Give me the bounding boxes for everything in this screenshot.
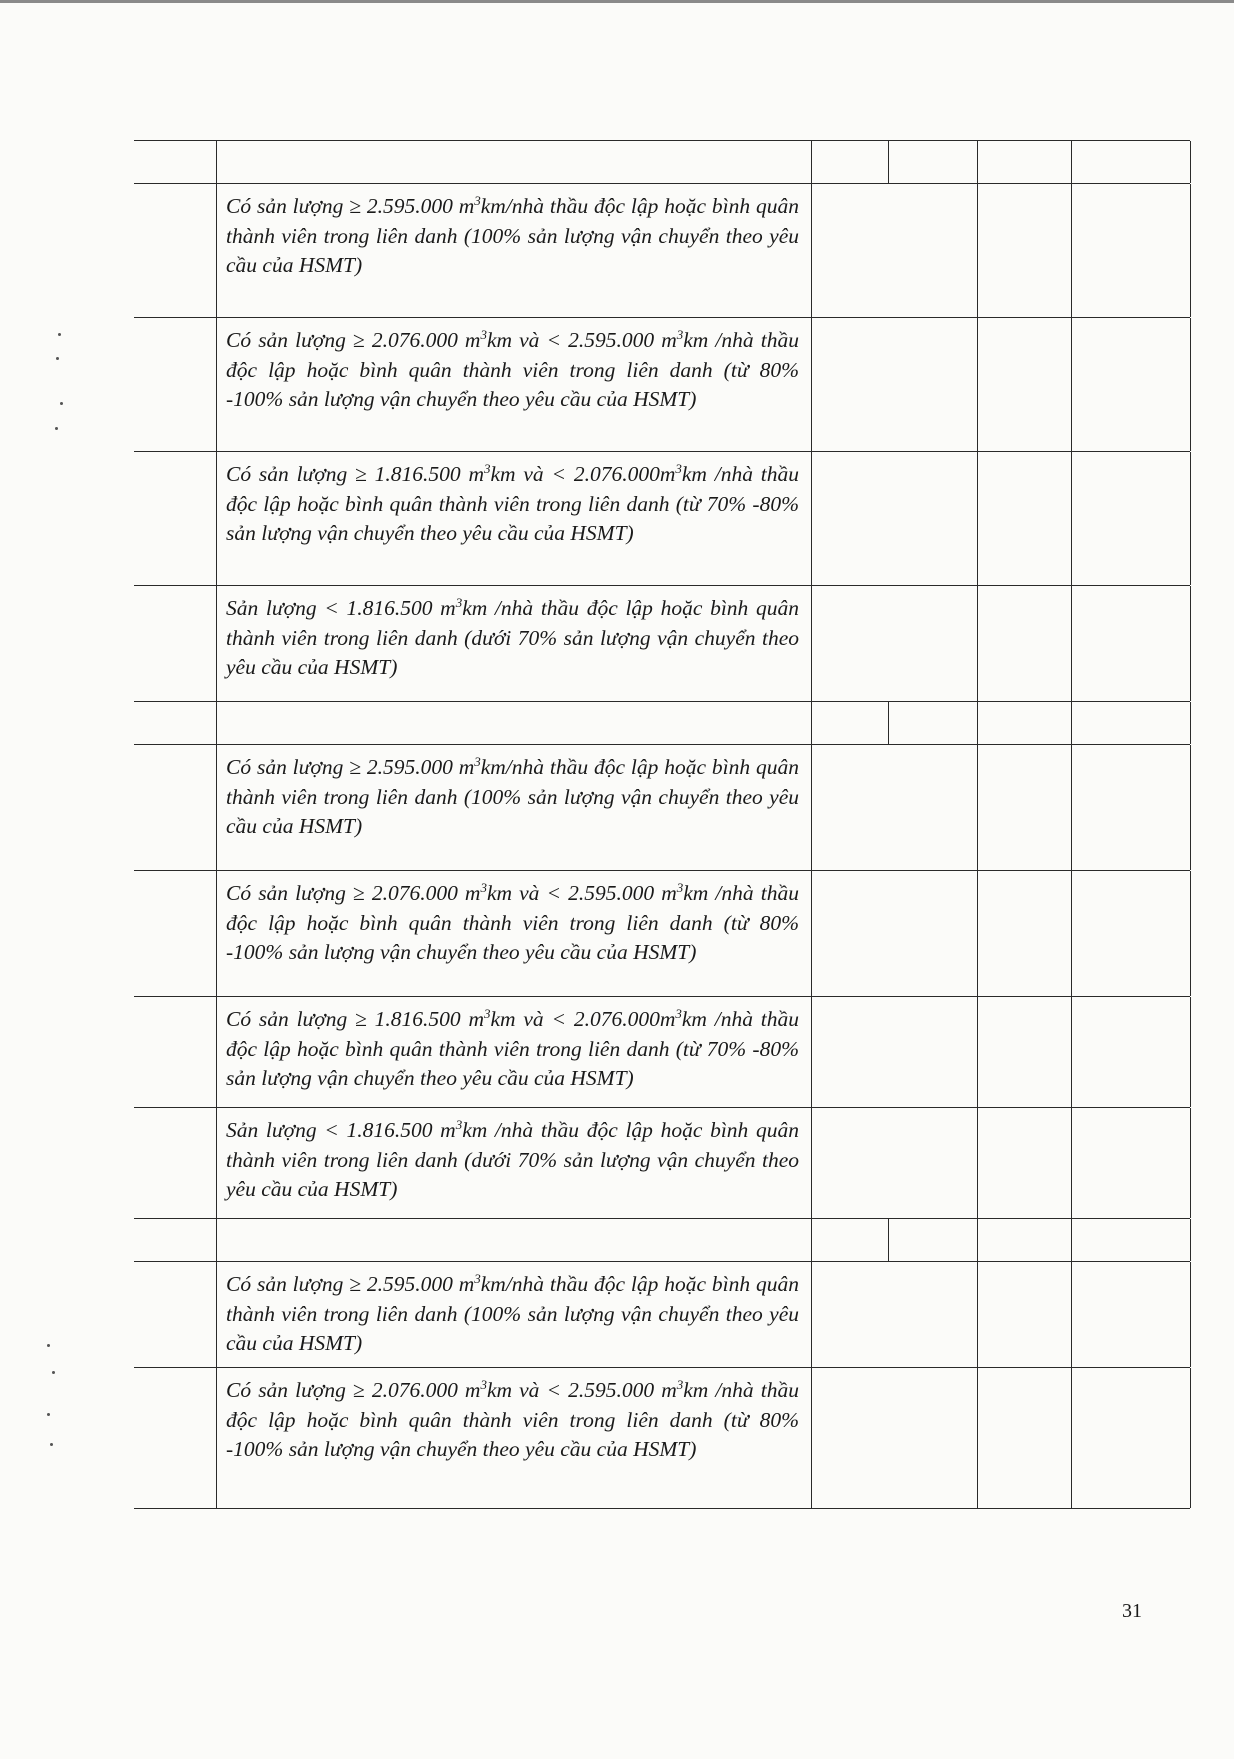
column-rule [1071,318,1072,451]
column-rule [977,1368,978,1508]
column-rule [811,1219,812,1261]
criterion-text [226,594,799,683]
superscript: 3 [480,879,487,895]
criterion-text-part: Có sản lượng ≥ 2.595.000 m [226,1272,475,1296]
column-rule [888,141,889,183]
scan-artifact [56,357,59,360]
criterion-text-part: km và < 2.076.000m [490,1007,676,1031]
criterion-text [226,753,799,842]
column-rule [216,318,217,451]
table-row-year [134,701,1190,744]
criterion-text [226,326,799,415]
column-rule [1190,997,1191,1107]
criterion-text-part: Có sản lượng ≥ 2.595.000 m [226,194,475,218]
criterion-text [226,1116,799,1205]
column-rule [216,1108,217,1218]
column-rule [216,871,217,996]
table-row-criterion [134,870,1190,996]
column-rule [811,318,812,451]
column-rule [811,745,812,870]
column-rule [1190,318,1191,451]
column-rule [977,184,978,317]
criterion-text [226,1376,799,1465]
table-row-criterion [134,1261,1190,1367]
column-rule [1071,141,1072,183]
column-rule [811,141,812,183]
superscript: 3 [484,1005,491,1021]
criterion-text-part: km /nhà thầu độc lập hoặc bình quân thành viên trong liên danh (dưới 70% sản lượng vận chuyển theo yêu cầu của HSMT) [226,596,799,679]
column-rule [1071,871,1072,996]
superscript: 3 [676,326,684,342]
column-rule [1190,586,1191,701]
column-rule [1190,871,1191,996]
criterion-text [226,1270,799,1359]
superscript: 3 [676,879,684,895]
criterion-text-part: km /nhà thầu độc lập hoặc bình quân thành viên trong liên danh (từ 80% -100% sản lượng vận chuyển theo yêu cầu của HSMT) [226,1378,799,1461]
column-rule [216,586,217,701]
criterion-text-part: km và < 2.595.000 m [486,1378,677,1402]
superscript: 3 [675,460,682,476]
superscript: 3 [676,1376,684,1392]
column-rule [977,871,978,996]
column-rule [977,452,978,585]
superscript: 3 [474,753,481,769]
column-rule [811,702,812,744]
superscript: 3 [474,1270,481,1286]
column-rule [977,586,978,701]
column-rule [811,452,812,585]
criterion-text-part: km/nhà thầu độc lập hoặc bình quân thành viên trong liên danh (100% sản lượng vận chuyển theo yêu cầu của HSMT) [226,1272,799,1355]
column-rule [977,745,978,870]
page-number: 31 [1122,1600,1142,1622]
scan-artifact [52,1371,55,1374]
column-rule [1190,1108,1191,1218]
column-rule [1190,745,1191,870]
column-rule [811,1108,812,1218]
column-rule [811,184,812,317]
column-rule [1071,452,1072,585]
criterion-text-part: km/nhà thầu độc lập hoặc bình quân thành viên trong liên danh (100% sản lượng vận chuyển theo yêu cầu của HSMT) [226,194,799,277]
column-rule [1190,1368,1191,1508]
scan-top-edge [0,0,1234,3]
scan-artifact [58,333,61,336]
superscript: 3 [480,326,487,342]
column-rule [1071,1108,1072,1218]
criterion-text-part: Có sản lượng ≥ 2.076.000 m [226,328,481,352]
column-rule [811,871,812,996]
column-rule [216,997,217,1107]
column-rule [216,702,217,744]
column-rule [811,997,812,1107]
criterion-text-part: km và < 2.076.000m [490,462,676,486]
table-row-year [134,140,1190,183]
table-row-criterion [134,996,1190,1107]
column-rule [1071,586,1072,701]
criterion-text [226,460,799,549]
scan-artifact [50,1443,53,1446]
column-rule [1071,184,1072,317]
scan-artifact [47,1344,50,1347]
criterion-text-part: Có sản lượng ≥ 2.595.000 m [226,755,475,779]
superscript: 3 [474,192,481,208]
column-rule [1071,745,1072,870]
column-rule [1071,1219,1072,1261]
table-row-criterion [134,1367,1190,1509]
criterion-text-part: km /nhà thầu độc lập hoặc bình quân thành viên trong liên danh (từ 70% -80% sản lượng vận chuyển theo yêu cầu của HSMT) [226,1007,799,1090]
column-rule [811,1262,812,1367]
criterion-text-part: Có sản lượng ≥ 1.816.500 m [226,1007,485,1031]
criterion-text-part: km /nhà thầu độc lập hoặc bình quân thành viên trong liên danh (từ 70% -80% sản lượng vận chuyển theo yêu cầu của HSMT) [226,462,799,545]
column-rule [977,318,978,451]
column-rule [977,1108,978,1218]
table-row-year [134,1218,1190,1261]
column-rule [216,452,217,585]
table-row-criterion [134,183,1190,317]
criterion-text-part: km và < 2.595.000 m [486,881,677,905]
column-rule [888,1219,889,1261]
table-row-criterion [134,451,1190,585]
criterion-text-part: km /nhà thầu độc lập hoặc bình quân thành viên trong liên danh (từ 80% -100% sản lượng vận chuyển theo yêu cầu của HSMT) [226,881,799,964]
column-rule [1071,702,1072,744]
table-row-criterion [134,585,1190,701]
column-rule [977,702,978,744]
column-rule [977,1219,978,1261]
criterion-text-part: km/nhà thầu độc lập hoặc bình quân thành viên trong liên danh (100% sản lượng vận chuyển theo yêu cầu của HSMT) [226,755,799,838]
table-row-criterion [134,317,1190,451]
criterion-text-part: km /nhà thầu độc lập hoặc bình quân thành viên trong liên danh (từ 80% -100% sản lượng vận chuyển theo yêu cầu của HSMT) [226,328,799,411]
column-rule [1190,1219,1191,1261]
column-rule [216,184,217,317]
criterion-text-part: km /nhà thầu độc lập hoặc bình quân thành viên trong liên danh (dưới 70% sản lượng vận chuyển theo yêu cầu của HSMT) [226,1118,799,1201]
column-rule [977,141,978,183]
criterion-text-part: km và < 2.595.000 m [486,328,677,352]
criterion-text-part: Có sản lượng ≥ 2.076.000 m [226,1378,481,1402]
superscript: 3 [675,1005,682,1021]
criterion-text-part: Có sản lượng ≥ 2.076.000 m [226,881,481,905]
column-rule [216,745,217,870]
column-rule [888,702,889,744]
scan-artifact [55,427,58,430]
column-rule [977,997,978,1107]
column-rule [811,586,812,701]
table-row-criterion [134,744,1190,870]
column-rule [811,1368,812,1508]
column-rule [1190,702,1191,744]
column-rule [216,1219,217,1261]
scan-artifact [60,402,63,405]
criterion-text [226,192,799,281]
column-rule [1190,1262,1191,1367]
criterion-text-part: Sản lượng < 1.816.500 m [226,596,456,620]
column-rule [1071,997,1072,1107]
scan-artifact [47,1413,50,1416]
criterion-text [226,1005,799,1094]
superscript: 3 [455,1116,463,1132]
column-rule [216,1262,217,1367]
column-rule [977,1262,978,1367]
superscript: 3 [480,1376,487,1392]
column-rule [1190,141,1191,183]
criterion-text-part: Có sản lượng ≥ 1.816.500 m [226,462,485,486]
criterion-text-part: Sản lượng < 1.816.500 m [226,1118,456,1142]
criterion-text [226,879,799,968]
scoring-table [134,140,1190,1509]
column-rule [1190,184,1191,317]
column-rule [216,141,217,183]
table-row-criterion [134,1107,1190,1218]
column-rule [1071,1262,1072,1367]
column-rule [1071,1368,1072,1508]
column-rule [1190,452,1191,585]
superscript: 3 [455,594,463,610]
column-rule [216,1368,217,1508]
superscript: 3 [484,460,491,476]
